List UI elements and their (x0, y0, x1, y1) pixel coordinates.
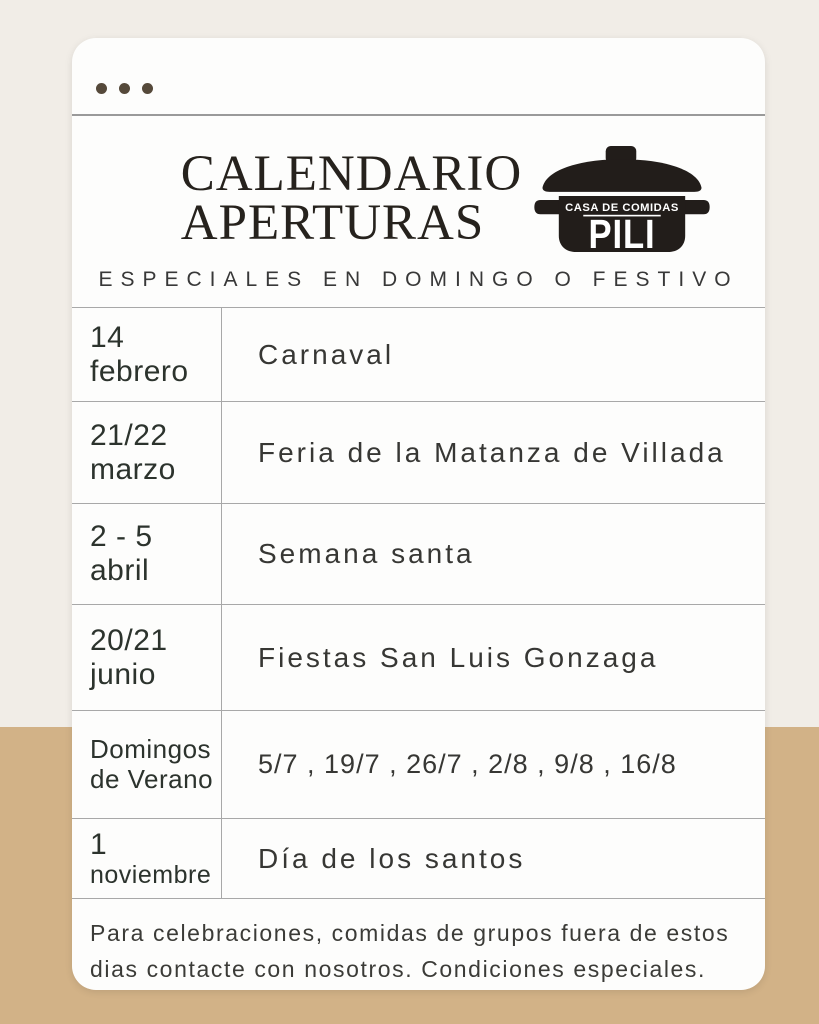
pot-handle-right (684, 200, 709, 214)
date-cell (72, 308, 222, 401)
dot-icon (119, 83, 130, 94)
date-line1: 14 (90, 320, 125, 354)
date-line1: 1 (90, 827, 108, 861)
date-line2: junio (90, 657, 156, 691)
footer-note: Para celebraciones, comidas de grupos fuera de estos dias contacte con nosotros. Condiciones especiales. (90, 920, 730, 982)
table-row (72, 307, 765, 401)
date-line1: Domingos (90, 734, 212, 765)
table-row (72, 604, 765, 710)
logo-brand-name: PILI (588, 212, 656, 252)
date-line2: febrero (90, 354, 189, 388)
event-label: Fiestas San Luis Gonzaga (258, 641, 659, 673)
event-cell (222, 605, 765, 710)
event-label: Día de los santos (258, 842, 526, 874)
event-cell (222, 711, 765, 818)
date-line2: marzo (90, 452, 176, 486)
event-cell (222, 504, 765, 604)
date-cell (72, 711, 222, 818)
page-title (180, 146, 523, 251)
date-cell (72, 605, 222, 710)
openings-table (72, 307, 765, 899)
dot-icon (96, 83, 107, 94)
pot-lid (543, 159, 702, 192)
subtitle: ESPECIALES EN DOMINGO O FESTIVO (98, 268, 739, 291)
date-line1: 20/21 (90, 623, 168, 657)
event-cell (222, 819, 765, 898)
event-label: 5/7 , 19/7 , 26/7 , 2/8 , 9/8 , 16/8 (258, 749, 677, 779)
date-cell (72, 504, 222, 604)
event-label: Semana santa (258, 538, 475, 569)
date-line2: abril (90, 554, 150, 587)
table-row (72, 401, 765, 503)
date-line2: noviembre (90, 861, 212, 890)
title-line1: CALENDARIO (180, 146, 523, 202)
dot-icon (142, 83, 153, 94)
cooking-pot-logo-icon (532, 146, 712, 252)
table-row (72, 710, 765, 818)
calendar-card (72, 38, 765, 990)
table-row (72, 818, 765, 899)
pot-handle-left (535, 200, 560, 214)
date-cell (72, 402, 222, 503)
date-cell (72, 819, 222, 898)
table-row (72, 503, 765, 604)
title-line2: APERTURAS (180, 195, 485, 251)
three-dots-icon (96, 83, 153, 94)
date-line2: de Verano (90, 763, 214, 794)
date-line1: 2 - 5 (90, 520, 153, 554)
event-label: Feria de la Matanza de Villada (258, 436, 726, 468)
event-label: Carnaval (258, 338, 395, 370)
header (72, 116, 765, 292)
event-cell (222, 308, 765, 401)
logo-top-text: CASA DE COMIDAS (565, 202, 680, 215)
date-line1: 21/22 (90, 418, 168, 452)
event-cell (222, 402, 765, 503)
